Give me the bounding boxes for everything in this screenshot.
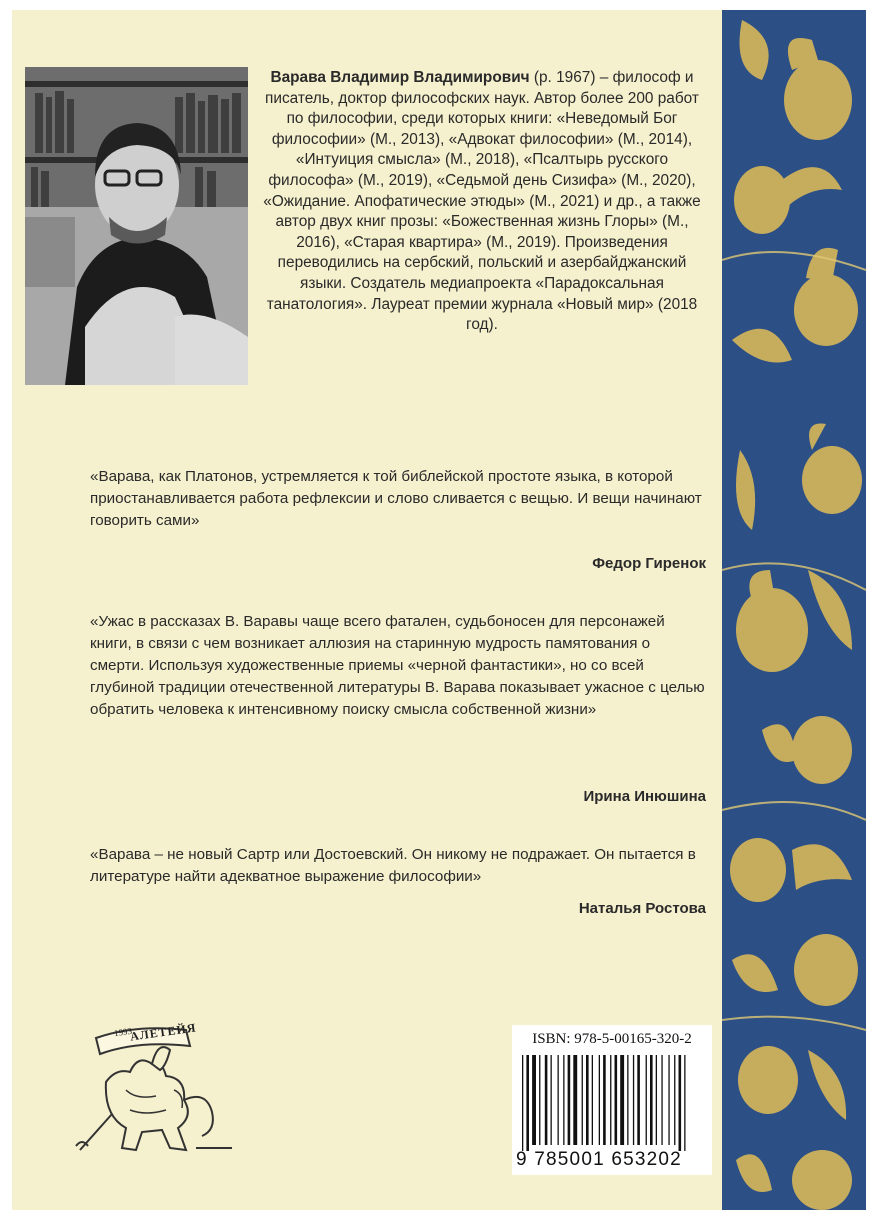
barcode-bar	[637, 1055, 640, 1145]
publisher-name: АЛЕТЕЙЯ	[129, 1020, 198, 1044]
barcode-bar	[582, 1055, 583, 1145]
review-author-2: Ирина Инюшина	[583, 788, 706, 805]
barcode-bar	[586, 1055, 589, 1145]
decorative-bird-pattern	[722, 10, 866, 1210]
gold-birds-ornament-image	[722, 10, 866, 1210]
barcode-bar	[563, 1055, 564, 1145]
barcode-bar	[656, 1055, 657, 1145]
barcode-bar	[679, 1055, 682, 1151]
barcode-bar	[592, 1055, 593, 1145]
barcode-panel	[512, 1025, 712, 1175]
author-portrait-image	[25, 67, 248, 385]
barcode-bar	[526, 1055, 529, 1151]
barcode-bars	[520, 1055, 704, 1151]
barcode-bar	[599, 1055, 600, 1145]
barcode-bar	[627, 1055, 628, 1145]
barcode-bar	[646, 1055, 647, 1145]
barcode-bar	[522, 1055, 523, 1151]
author-bio-text: (р. 1967) – философ и писатель, доктор философских наук. Автор более 200 работ по философии, среди которых книги: «Неведомый Бог философии» (М., 2013), «Адвокат философии» (М., 2014), «Интуиция смысла» (М., 2018), «Псалтырь русского философа» (М., 2019), «Седьмой день Сизифа» (М., 2020), «Ожидание. Апофатические этюды» (М., 2021) и др., а также автор двух книг прозы: «Божественная жизнь Глоры» (М., 2016), «Старая квартира» (М., 2019). Произведения переводились на сербский, польский и азербайджанский языки. Создатель медиапроекта «Парадоксальная танатология». Лауреат премии журнала «Новый мир» (2018 год).	[263, 69, 701, 334]
barcode-bar	[615, 1055, 618, 1145]
barcode-bar	[668, 1055, 669, 1145]
isbn-label: ISBN: 978-5-00165-320-2	[532, 1031, 692, 1047]
barcode-bar	[603, 1055, 606, 1145]
author-bio	[262, 68, 702, 336]
barcode-bar	[539, 1055, 540, 1145]
author-photo	[25, 67, 248, 385]
publisher-logo	[66, 1020, 242, 1162]
review-author-3: Наталья Ростова	[578, 900, 706, 917]
author-name: Варава Владимир Владимирович	[270, 69, 530, 86]
barcode-bar	[650, 1055, 653, 1145]
barcode-bar	[674, 1055, 675, 1145]
review-quote-3: «Варава – не новый Сартр или Достоевский. Он никому не подражает. Он пытается в литературе найти адекватное выражение философии»	[90, 846, 696, 885]
barcode-digits: 9 785001 653202	[516, 1149, 682, 1170]
barcode-bar	[551, 1055, 552, 1145]
barcode-bar	[568, 1055, 571, 1145]
barcode-bar	[661, 1055, 662, 1145]
barcode-bar	[684, 1055, 685, 1151]
publisher-year: 1993	[113, 1025, 133, 1039]
barcode-bar	[610, 1055, 611, 1145]
barcode-bar	[633, 1055, 634, 1145]
barcode-bar	[558, 1055, 559, 1145]
barcode-bar	[545, 1055, 548, 1145]
barcode-bar	[532, 1055, 536, 1145]
barcode-bar	[573, 1055, 577, 1145]
review-quote-1: «Варава, как Платонов, устремляется к той библейской простоте языка, в которой приостанавливается работа рефлексии и слово сливается с вещью. И вещи начинают говорить сами»	[90, 468, 702, 529]
book-back-cover	[12, 10, 866, 1210]
barcode-bar	[620, 1055, 624, 1145]
review-author-1: Федор Гиренок	[592, 555, 706, 572]
review-quote-2: «Ужас в рассказах В. Варавы чаще всего фатален, судьбоносен для персонажей книги, в связи с чем возникает аллюзия на старинную мудрость памятования о смерти. Используя художественные приемы «черной фантастики», но со всей глубиной традиции отечественной литературы В. Варава показывает ужасное с целью обратить человека к интенсивному поиску смысла собственной жизни»	[90, 613, 705, 718]
